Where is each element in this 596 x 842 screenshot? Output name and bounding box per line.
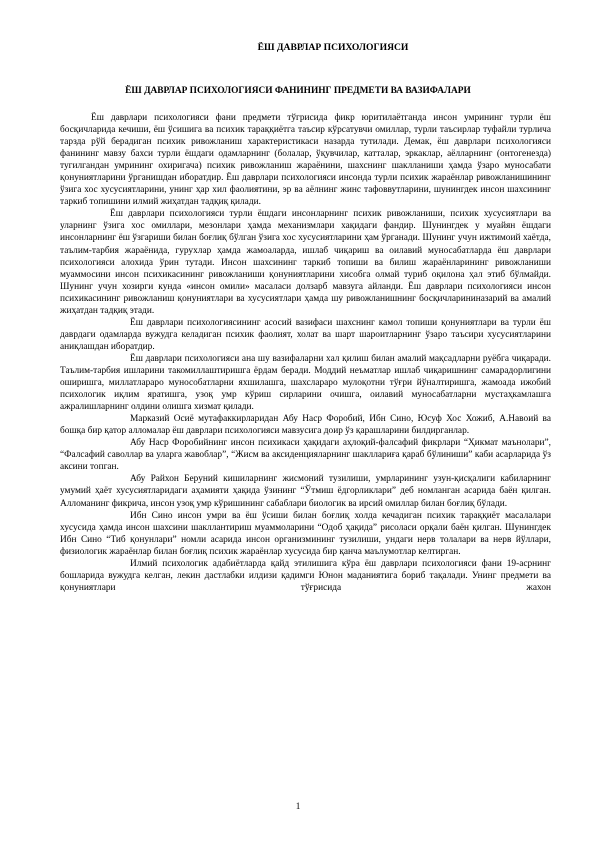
document-title: ЁШ ДАВРЛАР ПСИХОЛОГИЯСИ — [257, 42, 409, 53]
body-text — [60, 112, 551, 594]
body-paragraph: Абу Райхон Беруний кишиларнинг жисмоний тузилиши, умрларининг узун-қисқалиги кабиларнинг умумий ҳаёт хусусиятларидаги аҳамияти ҳақида ўзининг “Ўтмиш ёдгорликлари” деб номланган асарида баён қилган. Алломанинг фикрича, инсон узоқ умр кўришининг сабаблари биологик ва ирсий омиллар билан боғлиқ бўлади. — [60, 474, 551, 509]
body-paragraph: Марказий Осиё мутафаккирларидан Абу Наср Форобий, Ибн Сино, Юсуф Хос Хожиб, А.Навоий ва бошқа бир қатор алломалар ёш даврлари психологияси мавзусига доир ўз қарашларини билдирганлар. — [60, 414, 551, 437]
page-number: 1 — [295, 801, 301, 811]
body-paragraph: Ёш даврлари психологияси турли ёшдаги инсонларнинг психик ривожланиши, психик хусусиятлари ва уларнинг ўзига хос омиллари, мезонлари ҳамда механизмлари хақидаги фандир. Шунингдек у муайян ёшдаги инсонларнинг ёш ўзгариши билан боғлиқ бўлган ўзига хос хусусиятларини ҳам ўрганади. Шунинг учун ижтимоий хаётда, таълим-тарбия жараёнида, гурухлар ҳамда жамоаларда, ишлаб чиқариш ва оилавий муносабатларда ёш даврлари психологияси алохида ўрин тутади. Инсон шахсининг таркиб топиши ва билиш жараёнларининг ривожланиши муаммосини инсон психикасининг ривожланиши қонуниятларини хисобга олмай туриб оқилона ҳал этиб бўлмайди. Шунинг учун хозирги кунда «инсон омили» масаласи долзарб мавзуга айланди. Ёш даврлари психологияси инсон психикасининг ривожланиш қонуниятлари ва хусусиятлари ҳамда шу ривожланишнинг босқичларининазарий ва амалий жиҳатдан тадқиқ этади. — [60, 209, 551, 316]
section-title: ЁШ ДАВРЛАР ПСИХОЛОГИЯСИ ФАНИНИНГ ПРЕДМЕТИ ВА ВАЗИФАЛАРИ — [125, 86, 471, 96]
body-paragraph: Илмий психологик адабиётларда қайд этилишига кўра ёш даврлари психологияси фани 19-асрнинг бошларида вужудга келган, лекин дастлабки илдизи қадимги Юнон маданиятига бориб тақалади. Унинг предмети ва қонуниятлари тўғрисида жахон — [60, 558, 551, 593]
body-paragraph: Ёш даврлари психологиясининг асосий вазифаси шахснинг камол топиши қонуниятлари ва турли ёш даврдаги одамларда вужудга келадиган психик фаолият, холат ва шарт шароитларнинг ўзаро таъсири хусусиятларини аниқлашдан иборатдир. — [60, 317, 551, 352]
body-paragraph: Ибн Сино инсон умри ва ёш ўсиши билан боғлиқ холда кечадиган психик тараққиёт масалалари хусусида ҳамда инсон шахсини шакллантириш муаммоларини “Одоб ҳақида” рисоласи орқали баён қилган. Шунингдек Ибн Сино “Тиб қонунлари” номли асарида инсон организмининг тузилиши, ундаги нерв толалари ва нерв йўллари, физиологик жараёнлар билан боғлиқ психик жараёнлар хусусида бир қанча маълумотлар келтирган. — [60, 510, 551, 557]
body-paragraph: Ёш даврлари психологияси ана шу вазифаларни хал қилиш билан амалий мақсадларни руёбга чиқаради. Таълим-тарбия ишларини такомиллаштиришга ёрдам беради. Моддий неъматлар ишлаб чиқаришнинг самарадорлигини оширишга, миллатлараро мунособатларни яхшилашга, шахсларaро мулоқотни тўғри йўналтиришга, жамоада ижобий психологик иқлим яратишга, узоқ умр кўриш сирларини очишга, оилавий муносабатларни мустаҳкамлашга ажралишларнинг олдини олишга хизмат қилади. — [60, 353, 551, 413]
body-paragraph: Ёш даврлари психологияси фани предмети тўгрисида фикр юритилаётганда инсон умрининг турли ёш босқичларида кечиши, ёш ўсишига ва психик тараққиётга таъсир кўрсатувчи омиллар, турли таъсирлар туфайли турлича тарзда рўй берадиган психик ривожланиш характеристикаси назарда тутилади. Демак, ёш даврлари психологияси фанининг мавзу бахси турли ёшдаги одамларнинг (болалар, ўқувчилар, катталар, эркаклар, аёлларнинг (онтогенезда) тугилгандан умрининг охиригача) психик ривожланиш жараёнини, шахснинг шаклланиши ҳамда ўзаро муносабати қонуниятларини ўрганишдан иборатдир. Ёш даврлари психологияси инсонда турли психик жараёнлар ривожланишининг ўзига хос хусусиятларини, унинг ҳар хил фаолиятини, эр ва аёлнинг жинс тафоввутларини, шунингдек инсон шахсининг таркиб топишини илмий жиҳатдан тадқиқ қилади. — [60, 113, 551, 208]
body-paragraph: Абу Наср Форобийнинг инсон психикаси ҳақидаги аҳлоқий-фалсафий фикрлари “Ҳикмат маънолари”, “Фалсафий саволлар ва уларга жавоблар”, “Жисм ва аксиденцияларнинг шакллариға қараб бўлиниши” каби асарларида ўз аксини топган. — [60, 438, 551, 473]
